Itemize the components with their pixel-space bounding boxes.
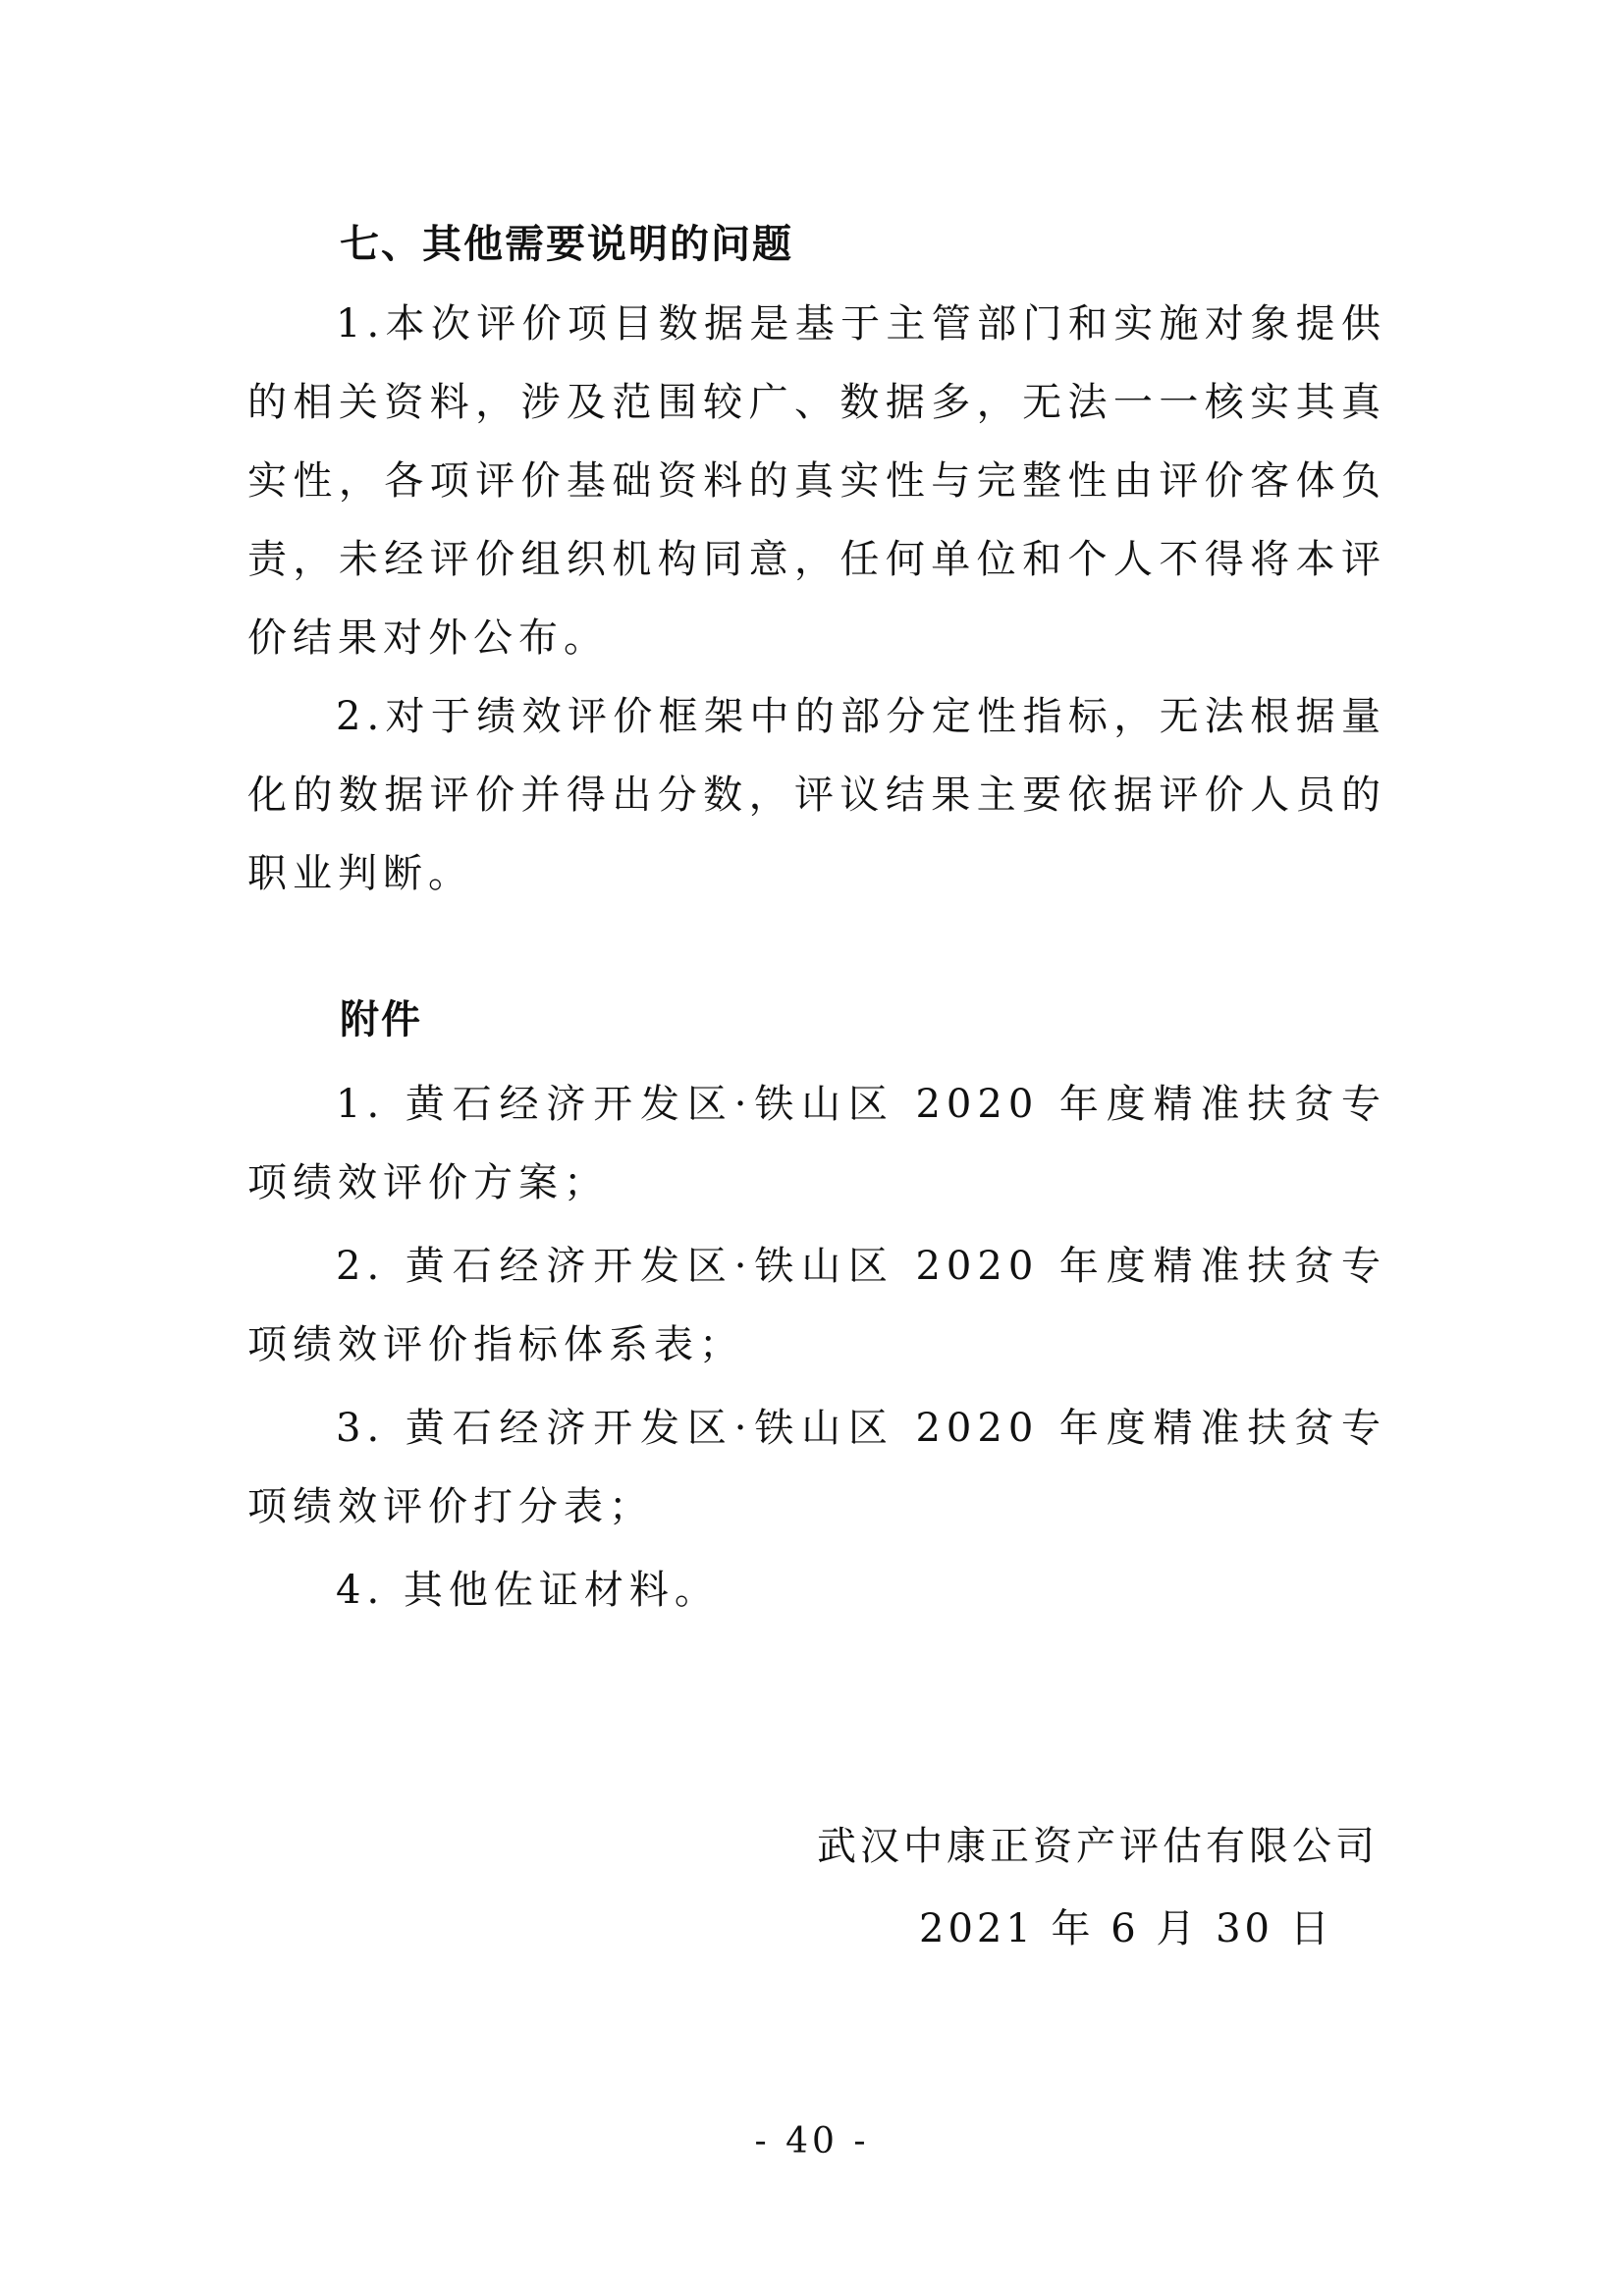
section-heading: 七、其他需要说明的问题 [340, 222, 793, 267]
section-paragraph-2: 2.对于绩效评价框架中的部分定性指标，无法根据量化的数据评价并得出分数，评议结果主要依据评价人员的职业判断。 [247, 694, 1386, 896]
section-paragraph-1: 1.本次评价项目数据是基于主管部门和实施对象提供的相关资料，涉及范围较广、数据多，无法一一核实其真实性，各项评价基础资料的真实性与完整性由评价客体负责，未经评价组织机构同意，任何单位和个人不得将本评价结果对外公布。 [247, 301, 1386, 661]
signature-date: 2021 年 6 月 30 日 [919, 1906, 1333, 1951]
attachment-item-1: 1. 黄石经济开发区·铁山区 2020 年度精准扶贫专项绩效评价方案； [247, 1082, 1386, 1205]
attachment-item-3: 3. 黄石经济开发区·铁山区 2020 年度精准扶贫专项绩效评价打分表； [247, 1406, 1386, 1529]
signature-organization: 武汉中康正资产评估有限公司 [817, 1824, 1379, 1869]
attachments-heading: 附件 [340, 997, 422, 1042]
attachment-item-4: 4. 其他佐证材料。 [336, 1568, 720, 1613]
page-number: - 40 - [754, 2121, 870, 2162]
attachment-item-2: 2. 黄石经济开发区·铁山区 2020 年度精准扶贫专项绩效评价指标体系表； [247, 1244, 1386, 1367]
